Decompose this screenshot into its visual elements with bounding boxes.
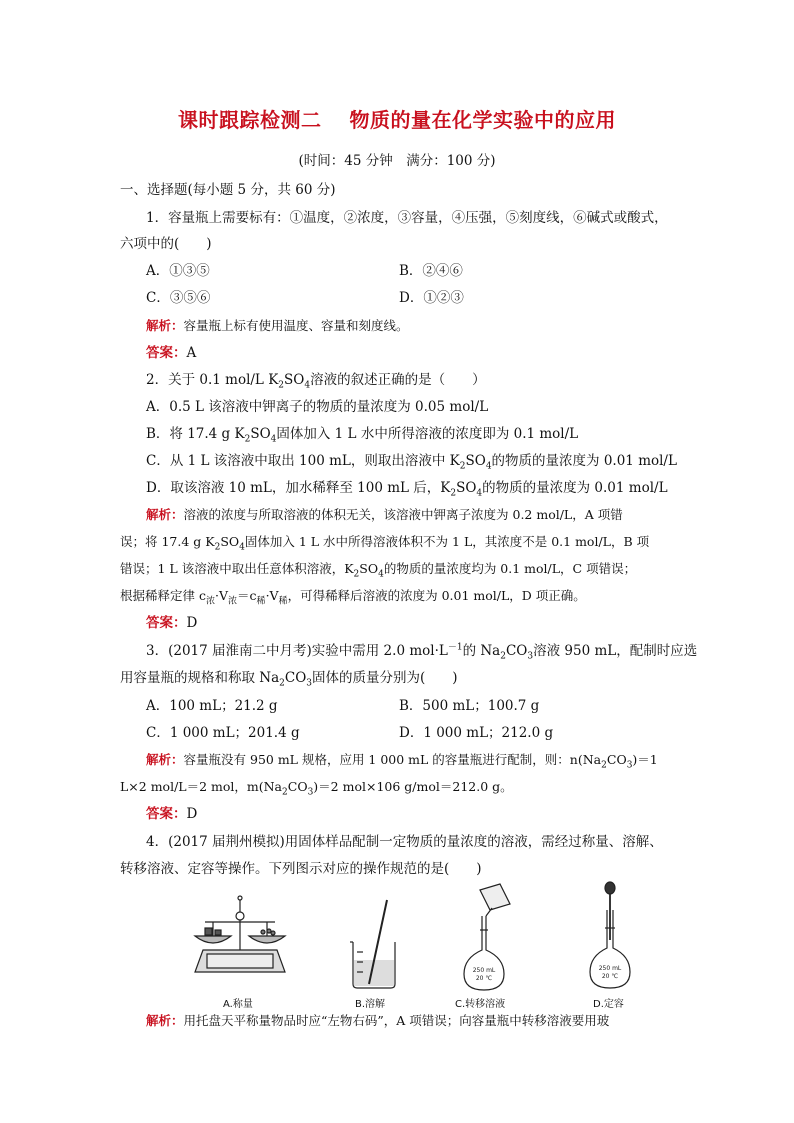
q1-analysis — [146, 317, 409, 335]
q2-option-a: A．0.5 L 该溶液中钾离子的物质的量浓度为 0.05 mol/L — [146, 399, 489, 415]
q2-option-c: C．从 1 L 该溶液中取出 100 mL，则取出溶液中 $K_2SO_4$的物质的量浓度为 0.01 mol/L — [146, 453, 677, 472]
title-part2: 物质的量在化学实验中的应用 — [349, 108, 616, 132]
q1-option-b: B．②④⑥ — [399, 263, 463, 279]
caption-c: C.转移溶液 — [455, 999, 506, 1010]
q3-analysis-line2: L×2 mol/L＝2 mol，$m(Na_2CO_3)=2$ mol×106 g/mol＝212.0 g。 — [120, 779, 513, 798]
section-heading: 一、选择题(每小题 5 分，共 60 分) — [120, 182, 336, 198]
caption-d: D.定容 — [593, 999, 624, 1010]
q3-option-c: C．1 000 mL；201.4 g — [146, 725, 300, 741]
q1-option-d: D．①②③ — [399, 290, 464, 306]
q1-analysis-text: 容量瓶上标有使用温度、容量和刻度线。 — [183, 318, 409, 333]
exam-meta: (时间：45 分钟 满分：100 分) — [298, 153, 496, 169]
analysis-label: 解析： — [146, 318, 184, 333]
q2-answer: 答案：D — [146, 615, 198, 631]
q4-figures — [185, 880, 645, 1030]
flask-c-volume: 250 mL — [472, 967, 496, 974]
q2-analysis-line2: 误；将 17.4 g $K_2SO_4$固体加入 1 L 水中所得溶液体积不为 1 L，其浓度不是 0.1 mol/L，B 项 — [120, 534, 650, 553]
page-title — [0, 104, 794, 133]
q3-option-a: A．100 mL；21.2 g — [146, 698, 278, 714]
flask-d-volume: 250 mL — [598, 965, 622, 972]
caption-b: B.溶解 — [355, 999, 386, 1010]
beaker-illustration — [345, 880, 405, 995]
q4-stem-line2: 转移溶液、定容等操作。下列图示对应的操作规范的是( ) — [120, 861, 482, 877]
q1-answer-value: A — [186, 345, 197, 361]
q2-stem: 2．关于 0.1 mol/L $K_2SO_4$溶液的叙述正确的是（ ） — [146, 372, 486, 391]
q1-option-c: C．③⑤⑥ — [146, 290, 211, 306]
answer-label: 答案： — [146, 345, 187, 361]
q1-stem-line1: 1．容量瓶上需要标有：①温度，②浓度，③容量，④压强，⑤刻度线，⑥碱式或酸式， — [146, 210, 668, 226]
q2-analysis-line1: 解析：溶液的浓度与所取溶液的体积无关，该溶液中钾离子浓度为 0.2 mol/L，A 项错 — [146, 507, 623, 522]
q3-stem-line1: 3．(2017 届淮南二中月考)实验中需用 2.0 $mol\cdot L^{-1}$的 $Na_2CO_3$溶液 950 mL，配制时应选 — [146, 642, 698, 662]
flask-c-temp: 20 ℃ — [475, 975, 493, 982]
q3-option-b: B．500 mL；100.7 g — [399, 698, 540, 714]
q4-analysis: 解析：用托盘天平称量物品时应“左物右码”，A 项错误；向容量瓶中转移溶液要用玻 — [146, 1013, 610, 1028]
q1-stem-line2: 六项中的( ) — [120, 236, 212, 252]
q1-option-a: A．①③⑤ — [146, 263, 210, 279]
q2-option-b: B．将 17.4 g $K_2SO_4$固体加入 1 L 水中所得溶液的浓度即为 0.1 mol/L — [146, 426, 579, 445]
balance-illustration — [185, 880, 295, 995]
q2-option-d: D．取该溶液 10 mL，加水稀释至 100 mL 后，$K_2SO_4$的物质的量浓度为 0.01 mol/L — [146, 480, 668, 499]
title-part1: 课时跟踪检测二 — [178, 108, 322, 132]
q2-analysis-line3: 错误；1 L 该溶液中取出任意体积溶液，$K_2SO_4$的物质的量浓度均为 0.1 mol/L，C 项错误； — [120, 561, 637, 580]
transfer-illustration — [450, 880, 530, 995]
flask-d-temp: 20 ℃ — [601, 973, 619, 980]
q1-answer — [146, 344, 196, 362]
q3-stem-line2: 用容量瓶的规格和称取 $Na_2CO_3$固体的质量分别为( ) — [120, 670, 458, 689]
q3-answer: 答案：D — [146, 806, 198, 822]
q4-stem-line1: 4．(2017 届荆州模拟)用固体样品配制一定物质的量浓度的溶液，需经过称量、溶解、 — [146, 834, 663, 850]
dropper-illustration — [580, 880, 640, 995]
caption-a: A.称量 — [223, 999, 253, 1010]
q3-option-d: D．1 000 mL；212.0 g — [399, 725, 554, 741]
q2-analysis-line4: 根据稀释定律 $c_浓\cdot V_浓=c_稀\cdot V_稀$，可得稀释后溶液的浓度为 0.01 mol/L，D 项正确。 — [120, 588, 586, 607]
q3-analysis-line1: 解析：容量瓶没有 950 mL 规格，应用 1 000 mL 的容量瓶进行配制，则：$n(Na_2CO_3)=1$ — [146, 752, 658, 771]
